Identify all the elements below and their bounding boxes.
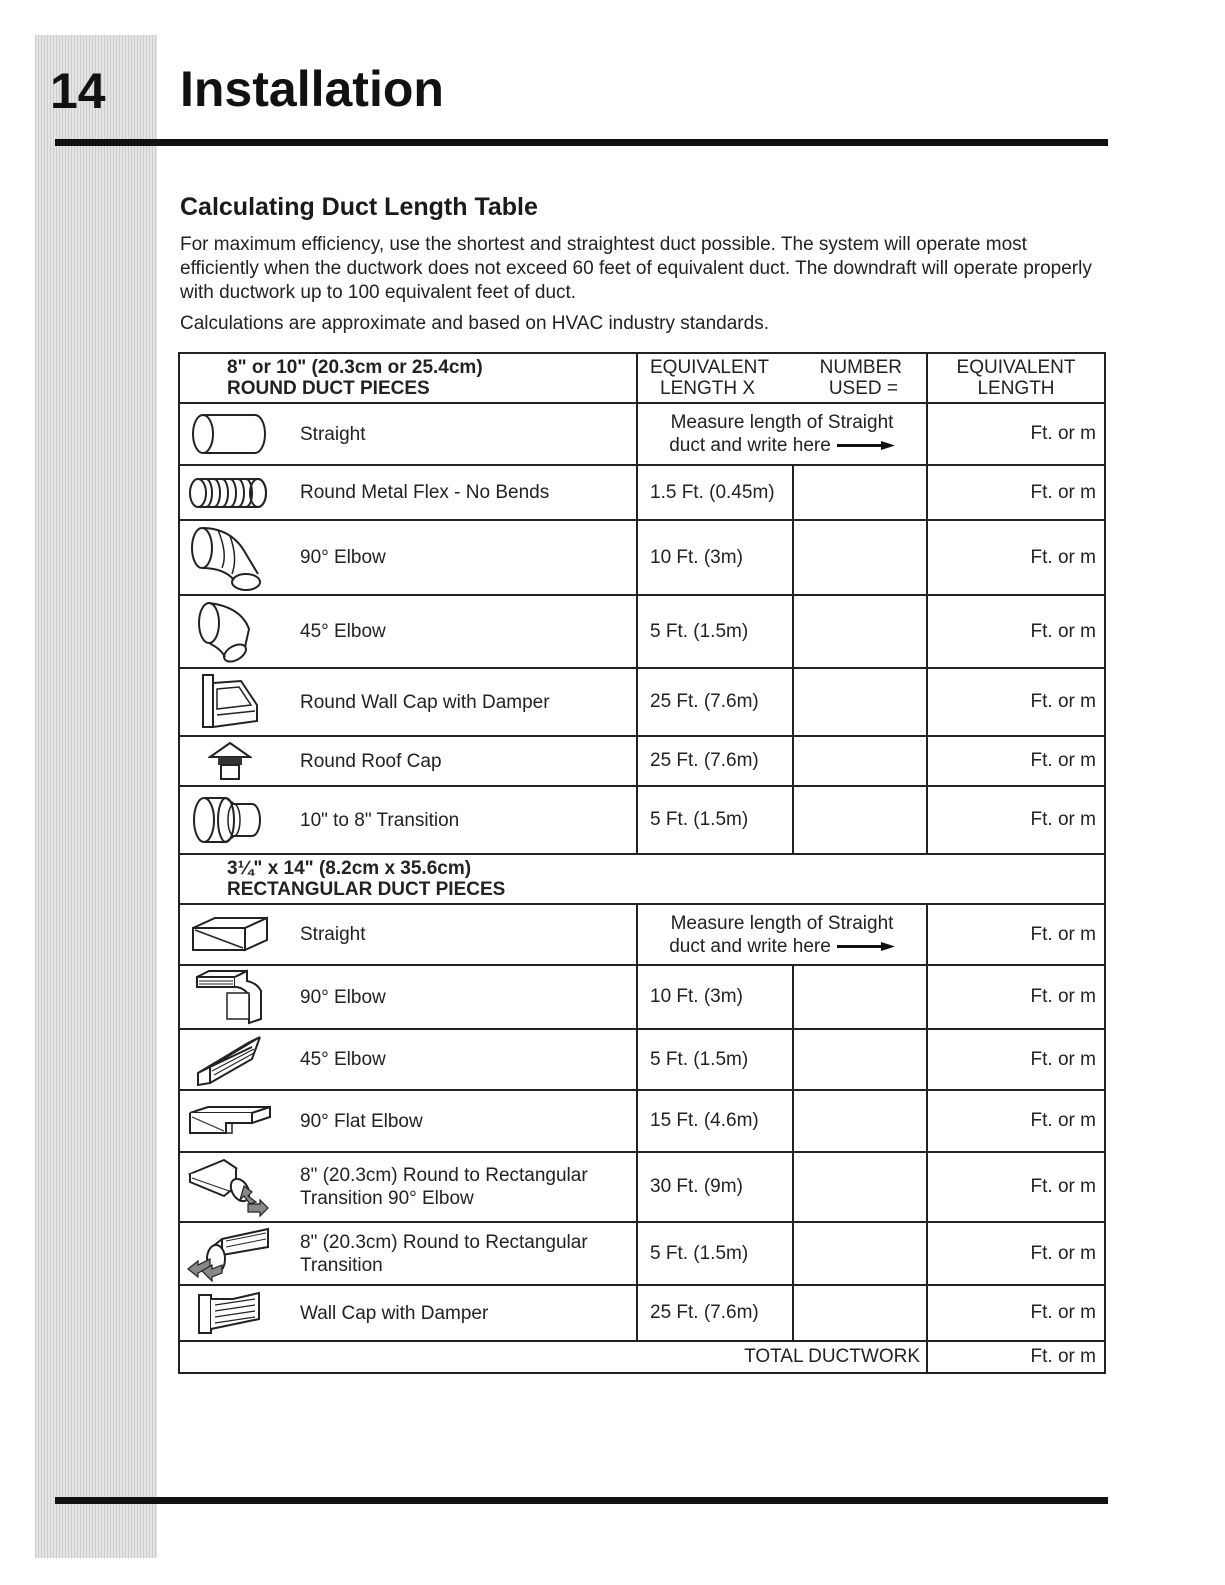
piece-label: Straight bbox=[300, 924, 366, 945]
piece-label: Round Roof Cap bbox=[300, 750, 442, 772]
equivalent-cell: 5 Ft. (1.5m) bbox=[637, 1222, 793, 1285]
piece-label: 10" to 8" Transition bbox=[300, 809, 460, 831]
result-cell: Ft. or m bbox=[927, 465, 1105, 520]
piece-label: 90° Elbow bbox=[300, 986, 386, 1008]
result-cell: Ft. or m bbox=[927, 1222, 1105, 1285]
measure-line2: duct and write here bbox=[669, 935, 831, 957]
col-result-line2: LENGTH bbox=[977, 378, 1055, 399]
col-equivalent-line2: LENGTH X bbox=[660, 378, 756, 399]
table-row bbox=[179, 1152, 1105, 1222]
equivalent-cell: 10 Ft. (3m) bbox=[637, 965, 793, 1029]
number-used-cell bbox=[793, 1029, 927, 1090]
piece-label: 45° Elbow bbox=[300, 621, 386, 642]
bottom-rule bbox=[55, 1497, 1108, 1504]
table-row bbox=[179, 965, 1105, 1029]
round-90-elbow-icon bbox=[180, 524, 280, 592]
piece-label-line1: 8" (20.3cm) Round to Rectangular bbox=[300, 1165, 588, 1186]
table-row bbox=[179, 668, 1105, 736]
result-cell: Ft. or m bbox=[927, 1152, 1105, 1222]
equivalent-cell: 5 Ft. (1.5m) bbox=[637, 1029, 793, 1090]
piece-label-line2: Transition 90° Elbow bbox=[300, 1188, 474, 1209]
number-used-cell bbox=[793, 736, 927, 786]
table-row bbox=[179, 904, 1105, 965]
rect-header-cell bbox=[179, 854, 1105, 904]
table-row bbox=[179, 1285, 1105, 1341]
total-result-cell: Ft. or m bbox=[927, 1341, 1105, 1373]
number-used-cell bbox=[793, 786, 927, 854]
result-header bbox=[927, 353, 1105, 403]
round-45-elbow-icon bbox=[180, 599, 280, 665]
note-paragraph: Calculations are approximate and based on HVAC industry standards. bbox=[180, 313, 769, 334]
number-used-cell bbox=[793, 520, 927, 595]
rect-90-flat-elbow-icon bbox=[180, 1103, 280, 1139]
result-cell: Ft. or m bbox=[927, 520, 1105, 595]
rect-straight-duct-icon bbox=[180, 914, 280, 956]
measure-line2: duct and write here bbox=[669, 435, 831, 456]
rect-wall-cap-icon bbox=[180, 1289, 280, 1337]
piece-label-line1: 8" (20.3cm) Round to Rectangular bbox=[300, 1231, 588, 1253]
rect-header-row bbox=[179, 854, 1105, 904]
total-label: TOTAL DUCTWORK bbox=[179, 1341, 927, 1373]
equivalent-cell: 10 Ft. (3m) bbox=[637, 520, 793, 595]
measure-line1: Measure length of Straight bbox=[670, 912, 894, 934]
table-row bbox=[179, 595, 1105, 668]
measure-line1: Measure length of Straight bbox=[670, 412, 894, 433]
table-row bbox=[179, 520, 1105, 595]
total-row bbox=[179, 1341, 1105, 1373]
round-roof-cap-icon bbox=[180, 741, 280, 781]
equivalent-cell: 30 Ft. (9m) bbox=[637, 1152, 793, 1222]
round-metal-flex-icon bbox=[180, 473, 280, 513]
result-cell: Ft. or m bbox=[927, 403, 1105, 465]
result-cell: Ft. or m bbox=[927, 595, 1105, 668]
result-cell: Ft. or m bbox=[927, 786, 1105, 854]
number-used-cell bbox=[793, 965, 927, 1029]
number-used-cell bbox=[793, 1285, 927, 1341]
result-cell: Ft. or m bbox=[927, 965, 1105, 1029]
col-equivalent-line1: EQUIVALENT bbox=[650, 357, 769, 378]
measure-cell bbox=[637, 403, 927, 465]
table-row bbox=[179, 1222, 1105, 1285]
table-row bbox=[179, 465, 1105, 520]
round-header-row bbox=[179, 353, 1105, 403]
col-number-line2: USED = bbox=[828, 378, 898, 399]
rect-header-label: RECTANGULAR DUCT PIECES bbox=[227, 879, 506, 900]
col-result-line1: EQUIVALENT bbox=[956, 357, 1076, 378]
round-to-rect-transition-icon bbox=[180, 1225, 280, 1283]
result-cell: Ft. or m bbox=[927, 1285, 1105, 1341]
table-row bbox=[179, 403, 1105, 465]
piece-label: Straight bbox=[300, 423, 366, 445]
section-title: Calculating Duct Length Table bbox=[180, 193, 538, 221]
side-band bbox=[35, 35, 157, 1558]
round-header-cell bbox=[179, 353, 637, 403]
round-header-size: 8" or 10" (20.3cm or 25.4cm) bbox=[227, 357, 483, 378]
duct-length-table bbox=[178, 352, 1106, 1374]
col-number-line1: NUMBER bbox=[819, 357, 902, 378]
result-cell: Ft. or m bbox=[927, 668, 1105, 736]
equivalent-cell: 25 Ft. (7.6m) bbox=[637, 1285, 793, 1341]
rect-header-size: 3¼" x 14" (8.2cm x 35.6cm) bbox=[227, 858, 472, 879]
rect-90-elbow-icon bbox=[180, 969, 280, 1025]
transition-10-to-8-icon bbox=[180, 794, 280, 846]
equivalent-cell: 15 Ft. (4.6m) bbox=[637, 1090, 793, 1152]
result-cell: Ft. or m bbox=[927, 904, 1105, 965]
round-wall-cap-icon bbox=[180, 671, 280, 733]
result-cell: Ft. or m bbox=[927, 1029, 1105, 1090]
number-used-cell bbox=[793, 1090, 927, 1152]
page-number: 14 bbox=[50, 63, 106, 119]
result-cell: Ft. or m bbox=[927, 1090, 1105, 1152]
number-used-cell bbox=[793, 1222, 927, 1285]
equivalent-cell: 25 Ft. (7.6m) bbox=[637, 668, 793, 736]
table-row bbox=[179, 736, 1105, 786]
equivalent-number-header bbox=[637, 353, 927, 403]
arrow-right-icon bbox=[837, 942, 895, 951]
number-used-cell bbox=[793, 465, 927, 520]
round-header-label: ROUND DUCT PIECES bbox=[227, 378, 430, 399]
number-used-cell bbox=[793, 1152, 927, 1222]
arrow-right-icon bbox=[837, 441, 895, 450]
equivalent-cell: 5 Ft. (1.5m) bbox=[637, 595, 793, 668]
round-straight-duct-icon bbox=[180, 409, 280, 459]
piece-label-line2: Transition bbox=[300, 1254, 383, 1276]
number-used-cell bbox=[793, 668, 927, 736]
piece-label: 90° Elbow bbox=[300, 547, 386, 568]
table-row bbox=[179, 1029, 1105, 1090]
intro-paragraph: For maximum efficiency, use the shortest and straightest duct possible. The system will operate most efficiently when the ductwork does not exceed 60 feet of equivalent duct. The downdraft will operate properly with ductwork up to 100 equivalent feet of duct. bbox=[180, 234, 1092, 303]
equivalent-cell: 25 Ft. (7.6m) bbox=[637, 736, 793, 786]
result-cell: Ft. or m bbox=[927, 736, 1105, 786]
top-rule bbox=[55, 139, 1108, 146]
piece-label: Round Wall Cap with Damper bbox=[300, 691, 550, 713]
page-title: Installation bbox=[180, 61, 444, 117]
round-to-rect-90-elbow-icon bbox=[180, 1156, 280, 1218]
piece-label: Round Metal Flex - No Bends bbox=[300, 482, 550, 503]
table-row bbox=[179, 786, 1105, 854]
number-used-cell bbox=[793, 595, 927, 668]
table-row bbox=[179, 1090, 1105, 1152]
piece-label: Wall Cap with Damper bbox=[300, 1302, 489, 1324]
equivalent-cell: 5 Ft. (1.5m) bbox=[637, 786, 793, 854]
piece-label: 90° Flat Elbow bbox=[300, 1110, 423, 1132]
equivalent-cell: 1.5 Ft. (0.45m) bbox=[637, 465, 793, 520]
piece-label: 45° Elbow bbox=[300, 1049, 386, 1070]
measure-cell bbox=[637, 904, 927, 965]
rect-45-elbow-icon bbox=[180, 1033, 280, 1087]
